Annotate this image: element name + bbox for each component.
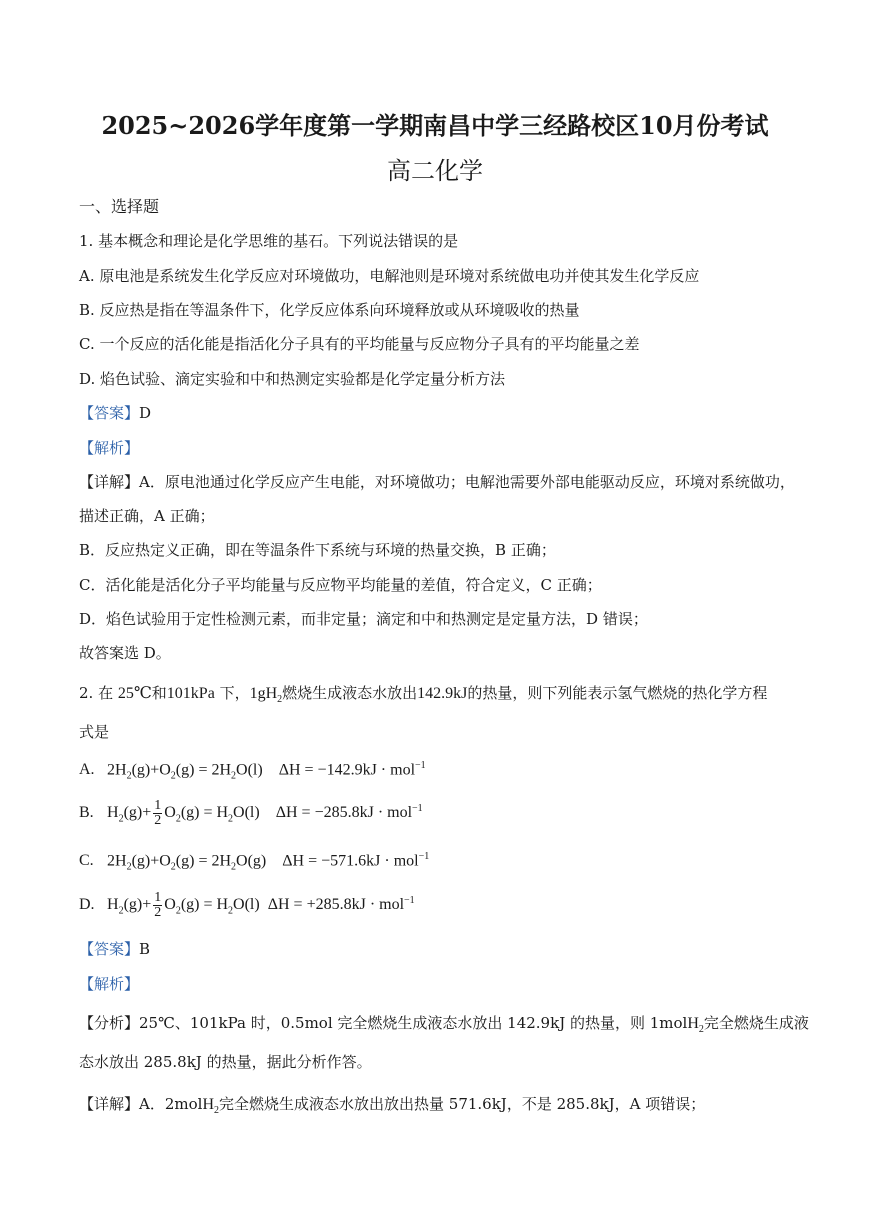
q1-answer: [79, 402, 151, 423]
q2-detail-line: 【详解】A．2molH$_2$完全燃烧生成液态水放出放出热量 571.6kJ，不是 285.8kJ，A 项错误；: [79, 1095, 706, 1117]
q1-stem: 1. 基本概念和理论是化学思维的基石。下列说法错误的是: [79, 232, 459, 250]
q2-fenxi-continued: 态水放出 285.8kJ 的热量，据此分析作答。: [79, 1053, 372, 1071]
q1-detail-line: C．活化能是活化分子平均能量与反应物平均能量的差值，符合定义，C 正确；: [79, 576, 602, 594]
q2-analysis-tag: 【解析】: [79, 975, 140, 993]
q2-option-d: D. $H_2(g)+$ $\frac{1}{2}$ $O_2(g) = H_2O(l) \Delta H = +285.8kJ \cdot mol^{-1}$: [79, 890, 415, 920]
exam-title: 2025~2026学年度第一学期南昌中学三经路校区10月份考试: [101, 111, 769, 140]
q1-option-c: C. 一个反应的活化能是指活化分子具有的平均能量与反应物分子具有的平均能量之差: [79, 335, 640, 353]
q2-fenxi: 【分析】25℃、101kPa 时，0.5mol 完全燃烧生成液态水放出 142.9kJ 的热量，则 1molH$_2$完全燃烧生成液: [79, 1014, 809, 1036]
pressure: 101kPa: [166, 685, 215, 702]
q1-detail-line: D．焰色试验用于定性检测元素，而非定量；滴定和中和热测定是定量方法，D 错误；: [79, 610, 648, 628]
q2-answer: [79, 938, 150, 959]
q1-option-a: A. 原电池是系统发生化学反应对环境做功，电解池则是环境对系统做电功并使其发生化学反应: [79, 267, 700, 285]
answer-value: D: [139, 404, 152, 422]
h2-formula: $H_2$: [687, 1015, 704, 1036]
q1-option-d: D. 焰色试验、滴定实验和中和热测定实验都是化学定量分析方法: [79, 370, 506, 388]
answer-tag: 【答案】: [79, 404, 140, 422]
q1-conclusion: 故答案选 D。: [79, 644, 171, 662]
q1-detail-line: 描述正确，A 正确；: [79, 507, 215, 525]
heat-released: 142.9kJ: [417, 685, 468, 702]
q1-analysis-tag: 【解析】: [79, 439, 140, 457]
q2-option-c: C. $2H_2(g)+O_2(g) = 2H_2O(g)$ ΔH = −571.6kJ · mol$^{-1}$: [79, 851, 430, 873]
q2-stem-continued: 式是: [79, 723, 110, 741]
fraction-one-half: $\frac{1}{2}$: [154, 798, 162, 828]
q1-detail-line: 【详解】A．原电池通过化学反应产生电能，对环境做功；电解池需要外部电能驱动反应，环境对系统做功，: [79, 473, 795, 491]
exam-subject: 高二化学: [387, 157, 483, 185]
h2-formula: $H_2$: [202, 1096, 219, 1117]
answer-tag: 【答案】: [79, 940, 140, 958]
temperature: 25℃: [117, 685, 152, 702]
answer-value: B: [139, 940, 151, 958]
q2-option-b: B. $H_2(g)+$ $\frac{1}{2}$ $O_2(g) = H_2O(l)$ ΔH = −285.8kJ · mol$^{-1}$: [79, 798, 423, 828]
q1-option-b: B. 反应热是指在等温条件下，化学反应体系向环境释放或从环境吸收的热量: [79, 301, 580, 319]
q1-detail-line: B．反应热定义正确，即在等温条件下系统与环境的热量交换，B 正确；: [79, 541, 556, 559]
q2-stem: 2. 在 25℃和101kPa 下，$1gH_2$燃烧生成液态水放出142.9kJ的热量，则下列能表示氢气燃烧的热化学方程: [79, 684, 768, 706]
fraction-one-half: $\frac{1}{2}$: [154, 890, 162, 920]
hydrogen-mass: $1gH_2$: [249, 685, 283, 706]
section-heading: 一、选择题: [79, 197, 160, 216]
q2-option-a: A. $2H_2(g)+O_2(g) = 2H_2O(l)$ ΔH = −142.9kJ · mol$^{-1}$: [79, 760, 426, 782]
